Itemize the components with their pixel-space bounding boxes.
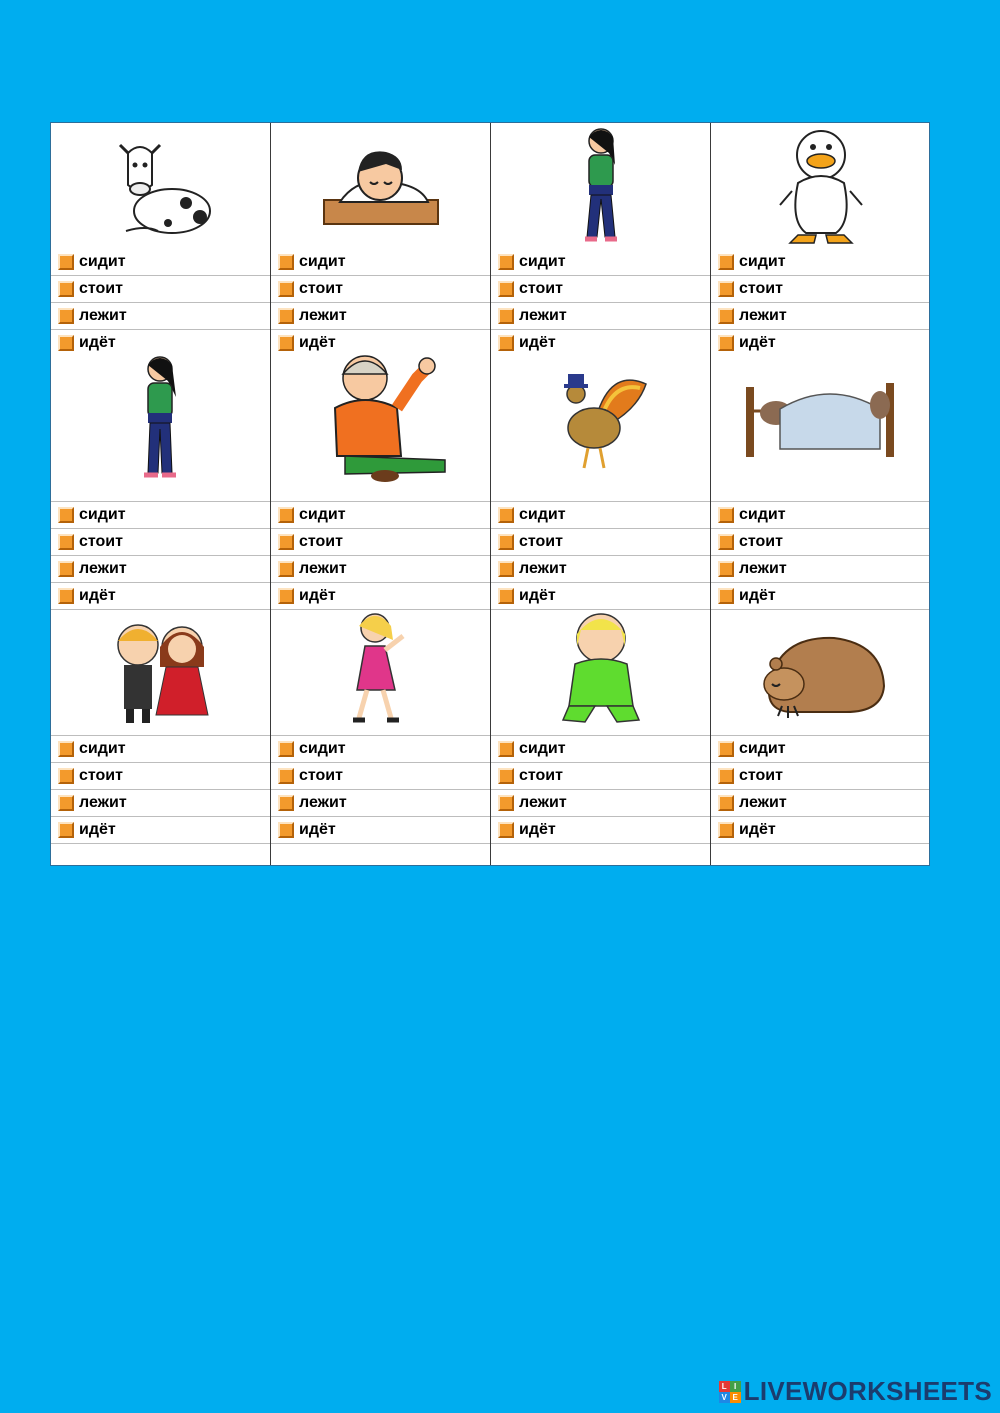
option-label: сидит — [79, 506, 126, 523]
answer-checkbox[interactable] — [58, 561, 74, 577]
option-label: сидит — [519, 253, 566, 270]
brand-name: LIVEWORKSHEETS — [743, 1376, 992, 1406]
option-label: стоит — [299, 280, 343, 297]
option-label: идёт — [299, 334, 336, 351]
option-row — [58, 817, 116, 843]
answer-checkbox[interactable] — [58, 308, 74, 324]
answer-checkbox[interactable] — [498, 768, 514, 784]
option-label: стоит — [299, 767, 343, 784]
option-row — [278, 303, 347, 329]
option-label: стоит — [299, 533, 343, 550]
option-label: сидит — [299, 253, 346, 270]
bears-lying-in-bed-icon — [710, 335, 930, 501]
option-label: стоит — [519, 280, 563, 297]
option-label: идёт — [519, 821, 556, 838]
option-row — [278, 763, 343, 789]
live-logo-icon: L I V E — [719, 1381, 741, 1403]
option-row — [278, 556, 347, 582]
option-row — [718, 790, 787, 816]
answer-checkbox[interactable] — [498, 561, 514, 577]
option-row — [498, 502, 566, 528]
answer-checkbox[interactable] — [718, 335, 734, 351]
option-label: лежит — [79, 560, 127, 577]
option-row — [278, 583, 336, 609]
option-label: лежит — [739, 794, 787, 811]
option-label: идёт — [79, 334, 116, 351]
answer-checkbox[interactable] — [278, 822, 294, 838]
answer-checkbox[interactable] — [278, 561, 294, 577]
answer-checkbox[interactable] — [278, 588, 294, 604]
option-label: идёт — [299, 587, 336, 604]
answer-checkbox[interactable] — [498, 795, 514, 811]
answer-checkbox[interactable] — [278, 768, 294, 784]
option-row — [58, 556, 127, 582]
option-label: лежит — [519, 307, 567, 324]
baby-sitting-icon — [490, 604, 710, 734]
option-label: стоит — [739, 533, 783, 550]
option-row — [718, 763, 783, 789]
option-row — [498, 763, 563, 789]
answer-checkbox[interactable] — [498, 507, 514, 523]
option-row — [498, 736, 566, 762]
answer-checkbox[interactable] — [58, 795, 74, 811]
option-label: стоит — [739, 767, 783, 784]
option-row — [278, 249, 346, 275]
option-label: сидит — [519, 506, 566, 523]
option-row — [718, 330, 776, 356]
option-row — [278, 736, 346, 762]
option-row — [718, 817, 776, 843]
answer-checkbox[interactable] — [498, 254, 514, 270]
option-row — [498, 817, 556, 843]
option-label: лежит — [79, 307, 127, 324]
option-label: сидит — [299, 506, 346, 523]
answer-checkbox[interactable] — [58, 588, 74, 604]
option-row — [498, 249, 566, 275]
answer-checkbox[interactable] — [718, 768, 734, 784]
answer-checkbox[interactable] — [278, 281, 294, 297]
option-row — [718, 583, 776, 609]
option-label: стоит — [519, 533, 563, 550]
option-row — [498, 556, 567, 582]
option-label: стоит — [79, 767, 123, 784]
answer-checkbox[interactable] — [58, 254, 74, 270]
option-row — [498, 583, 556, 609]
option-label: сидит — [299, 740, 346, 757]
option-row — [278, 790, 347, 816]
girl-walking-pink-dress-icon — [270, 604, 490, 734]
option-row — [718, 529, 783, 555]
girl-standing-icon — [50, 335, 270, 501]
option-row — [718, 276, 783, 302]
option-label: идёт — [519, 334, 556, 351]
option-label: лежит — [299, 794, 347, 811]
option-row — [58, 529, 123, 555]
option-row — [58, 303, 127, 329]
answer-checkbox[interactable] — [58, 768, 74, 784]
answer-checkbox[interactable] — [58, 822, 74, 838]
option-label: сидит — [79, 740, 126, 757]
answer-checkbox[interactable] — [718, 588, 734, 604]
answer-checkbox[interactable] — [718, 308, 734, 324]
option-row — [278, 529, 343, 555]
option-row — [278, 502, 346, 528]
answer-checkbox[interactable] — [718, 281, 734, 297]
girl-walking-icon — [491, 123, 711, 251]
option-row — [58, 249, 126, 275]
option-label: сидит — [739, 253, 786, 270]
answer-checkbox[interactable] — [278, 507, 294, 523]
answer-checkbox[interactable] — [718, 507, 734, 523]
option-label: лежит — [739, 307, 787, 324]
liveworksheets-logo — [719, 1376, 992, 1407]
answer-checkbox[interactable] — [498, 308, 514, 324]
answer-checkbox[interactable] — [58, 281, 74, 297]
option-label: сидит — [739, 506, 786, 523]
boy-and-girl-standing-icon — [50, 610, 270, 734]
option-label: идёт — [79, 821, 116, 838]
option-label: идёт — [79, 587, 116, 604]
option-row — [718, 502, 786, 528]
answer-checkbox[interactable] — [58, 741, 74, 757]
option-label: идёт — [299, 821, 336, 838]
option-label: идёт — [739, 587, 776, 604]
bear-sleeping-icon — [710, 610, 930, 734]
boy-sitting-waving-icon — [270, 335, 490, 501]
option-label: стоит — [519, 767, 563, 784]
option-row — [498, 303, 567, 329]
boy-sleeping-on-desk-icon — [271, 129, 491, 247]
option-label: идёт — [739, 334, 776, 351]
option-label: лежит — [519, 794, 567, 811]
option-row — [58, 330, 116, 356]
answer-checkbox[interactable] — [718, 254, 734, 270]
answer-checkbox[interactable] — [498, 822, 514, 838]
option-row — [278, 276, 343, 302]
option-label: сидит — [79, 253, 126, 270]
turkey-standing-icon — [490, 335, 710, 501]
answer-checkbox[interactable] — [718, 534, 734, 550]
option-label: идёт — [739, 821, 776, 838]
option-label: стоит — [739, 280, 783, 297]
option-row — [58, 763, 123, 789]
answer-checkbox[interactable] — [278, 335, 294, 351]
option-row — [498, 276, 563, 302]
answer-checkbox[interactable] — [278, 534, 294, 550]
answer-checkbox[interactable] — [58, 507, 74, 523]
option-row — [58, 736, 126, 762]
answer-checkbox[interactable] — [58, 534, 74, 550]
option-label: лежит — [79, 794, 127, 811]
option-row — [58, 583, 116, 609]
answer-checkbox[interactable] — [718, 822, 734, 838]
option-row — [278, 817, 336, 843]
answer-checkbox[interactable] — [278, 308, 294, 324]
answer-checkbox[interactable] — [498, 534, 514, 550]
option-label: лежит — [299, 307, 347, 324]
option-row — [58, 276, 123, 302]
option-row — [498, 330, 556, 356]
answer-checkbox[interactable] — [498, 281, 514, 297]
answer-checkbox[interactable] — [58, 335, 74, 351]
option-row — [498, 790, 567, 816]
option-row — [718, 249, 786, 275]
option-row — [278, 330, 336, 356]
answer-checkbox[interactable] — [718, 561, 734, 577]
option-row — [718, 303, 787, 329]
option-label: стоит — [79, 533, 123, 550]
answer-checkbox[interactable] — [278, 795, 294, 811]
answer-checkbox[interactable] — [278, 254, 294, 270]
option-label: идёт — [519, 587, 556, 604]
option-label: лежит — [739, 560, 787, 577]
cow-lying-icon — [51, 129, 271, 247]
option-row — [58, 790, 127, 816]
answer-checkbox[interactable] — [718, 741, 734, 757]
option-label: лежит — [299, 560, 347, 577]
option-label: стоит — [79, 280, 123, 297]
option-row — [498, 529, 563, 555]
option-row — [58, 502, 126, 528]
option-label: лежит — [519, 560, 567, 577]
option-row — [718, 736, 786, 762]
answer-checkbox[interactable] — [278, 741, 294, 757]
duck-standing-icon — [711, 123, 931, 251]
answer-checkbox[interactable] — [498, 588, 514, 604]
option-label: сидит — [739, 740, 786, 757]
answer-checkbox[interactable] — [718, 795, 734, 811]
answer-checkbox[interactable] — [498, 335, 514, 351]
answer-checkbox[interactable] — [498, 741, 514, 757]
option-label: сидит — [519, 740, 566, 757]
option-row — [718, 556, 787, 582]
